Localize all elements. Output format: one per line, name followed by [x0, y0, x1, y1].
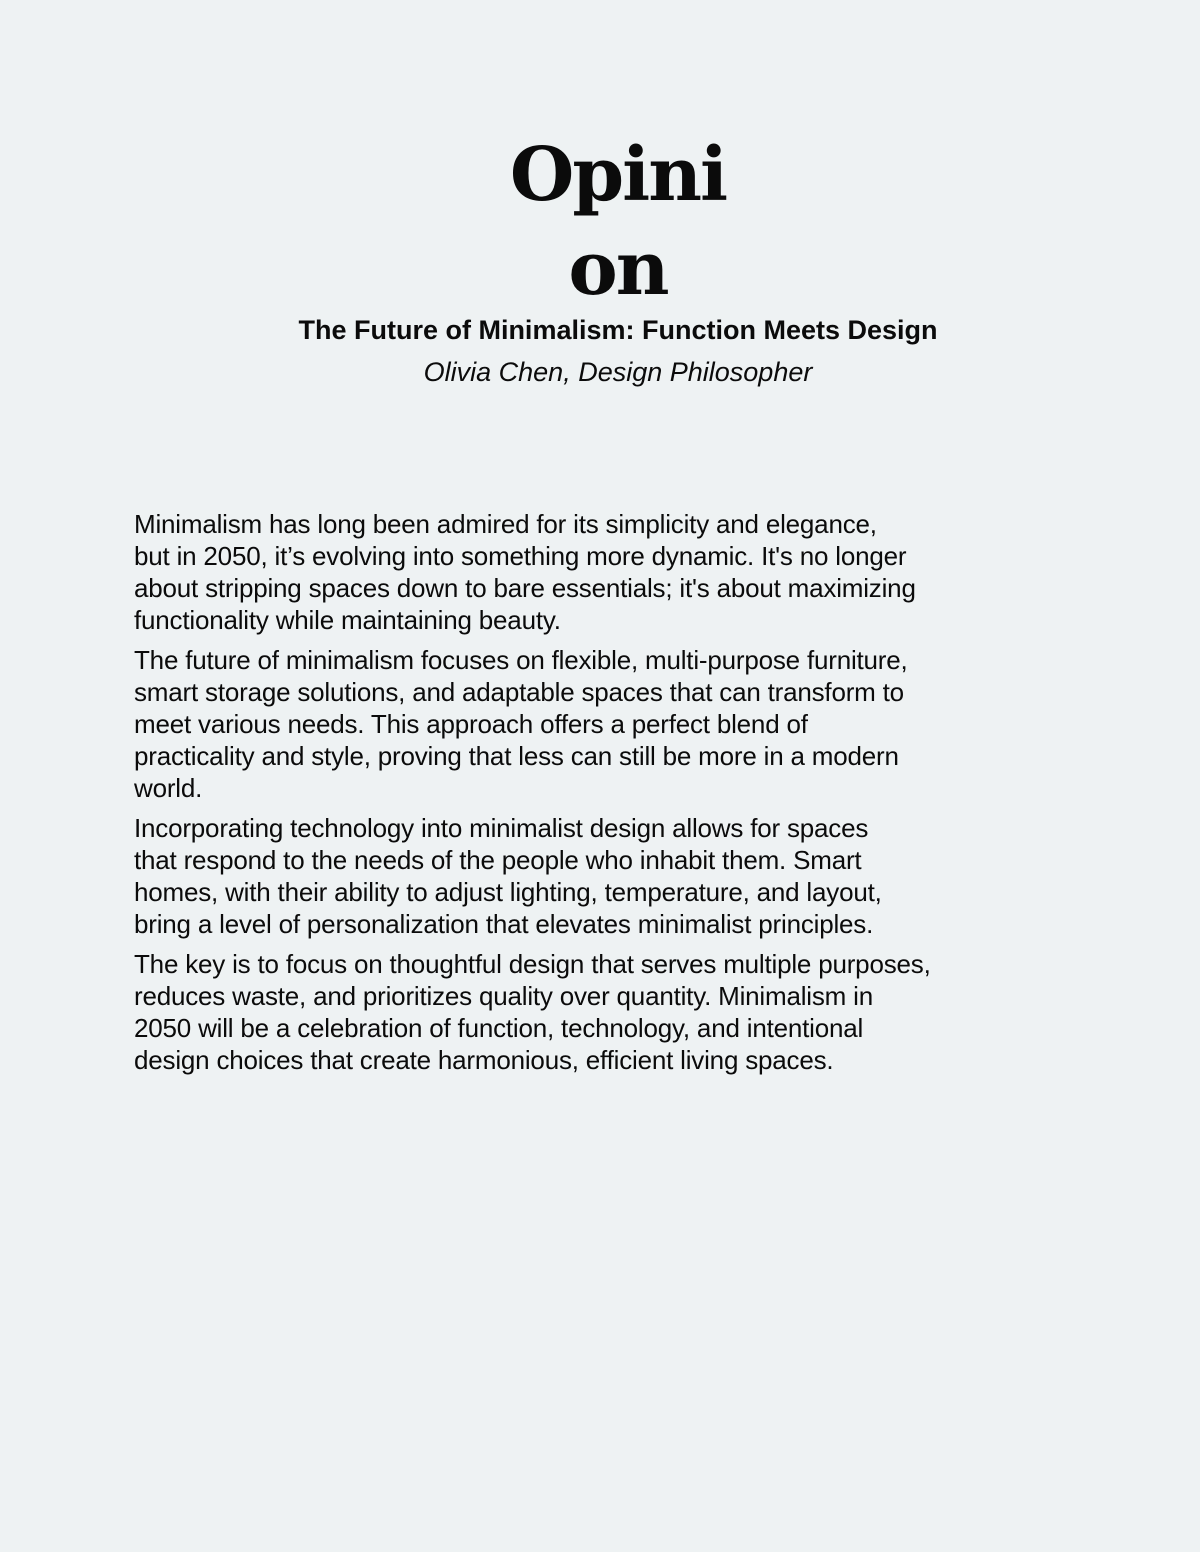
text-line: functionality while maintaining beauty. — [134, 605, 561, 635]
masthead-title: Opinion — [509, 132, 727, 312]
text-line: bring a level of personalization that elevates minimalist principles. — [134, 909, 874, 939]
text-line: design choices that create harmonious, efficient living spaces. — [134, 1045, 834, 1075]
text-line: homes, with their ability to adjust lighting, temperature, and layout, — [134, 877, 882, 907]
article-headline: The Future of Minimalism: Function Meets Design — [298, 315, 938, 345]
text-line: practicality and style, proving that less can still be more in a modern — [134, 741, 899, 771]
paragraph — [134, 948, 1094, 1076]
text-line: 2050 will be a celebration of function, technology, and intentional — [134, 1013, 864, 1043]
text-line: meet various needs. This approach offers a perfect blend of — [134, 709, 808, 739]
article-body — [134, 508, 1094, 1084]
text-line: The key is to focus on thoughtful design that serves multiple purposes, — [134, 949, 931, 979]
text-line: about stripping spaces down to bare essentials; it's about maximizing — [134, 573, 916, 603]
text-line: The future of minimalism focuses on flexible, multi-purpose furniture, — [134, 645, 908, 675]
article-byline: Olivia Chen, Design Philosopher — [423, 357, 813, 387]
text-line: world. — [134, 773, 203, 803]
paragraph — [134, 508, 1094, 636]
text-line: Minimalism has long been admired for its simplicity and elegance, — [134, 509, 877, 539]
paragraph — [134, 812, 1094, 940]
text-line: smart storage solutions, and adaptable spaces that can transform to — [134, 677, 904, 707]
text-line: that respond to the needs of the people who inhabit them. Smart — [134, 845, 862, 875]
text-line: Incorporating technology into minimalist design allows for spaces — [134, 813, 869, 843]
text-line: reduces waste, and prioritizes quality over quantity. Minimalism in — [134, 981, 873, 1011]
paragraph — [134, 644, 1094, 804]
text-line: but in 2050, it’s evolving into something more dynamic. It's no longer — [134, 541, 907, 571]
